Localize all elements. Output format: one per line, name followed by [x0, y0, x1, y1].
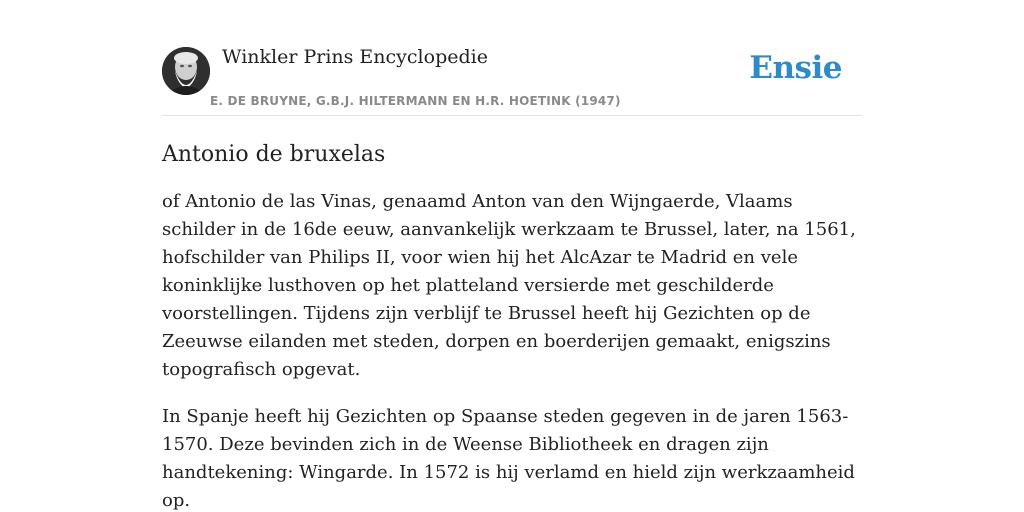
publication-title[interactable]: Winkler Prins Encyclopedie — [222, 46, 488, 68]
header — [162, 0, 862, 116]
content-column — [162, 0, 862, 512]
author-avatar[interactable] — [162, 47, 210, 95]
article-paragraph: In Spanje heeft hij Gezichten op Spaanse steden gegeven in de jaren 1563-1570. Deze bevinden zich in de Weense Bibliotheek en dragen zijn handtekening: Wingarde. In 1572 is hij verlamd en hield zijn werkzaamheid op. — [162, 406, 855, 511]
article-title: Antonio de bruxelas — [162, 142, 386, 167]
publication-authors: E. DE BRUYNE, G.B.J. HILTERMANN EN H.R. HOETINK (1947) — [210, 94, 621, 108]
brand-logo[interactable]: Ensie — [749, 50, 842, 86]
portrait-icon — [162, 47, 210, 95]
article-paragraph: of Antonio de las Vinas, genaamd Anton van den Wijngaerde, Vlaams schilder in de 16de eeuw, aanvankelijk werkzaam te Brussel, later, na 1561, hofschilder van Philips II, voor wien hij het AlcAzar te Madrid en vele koninklijke lusthoven op het platteland versierde met geschilderde voorstellingen. Tijdens zijn verblijf te Brussel heeft hij Gezichten op de Zeeuwse eilanden met steden, dorpen en boerderijen gemaakt, enigszins topografisch opgevat. — [162, 191, 856, 380]
